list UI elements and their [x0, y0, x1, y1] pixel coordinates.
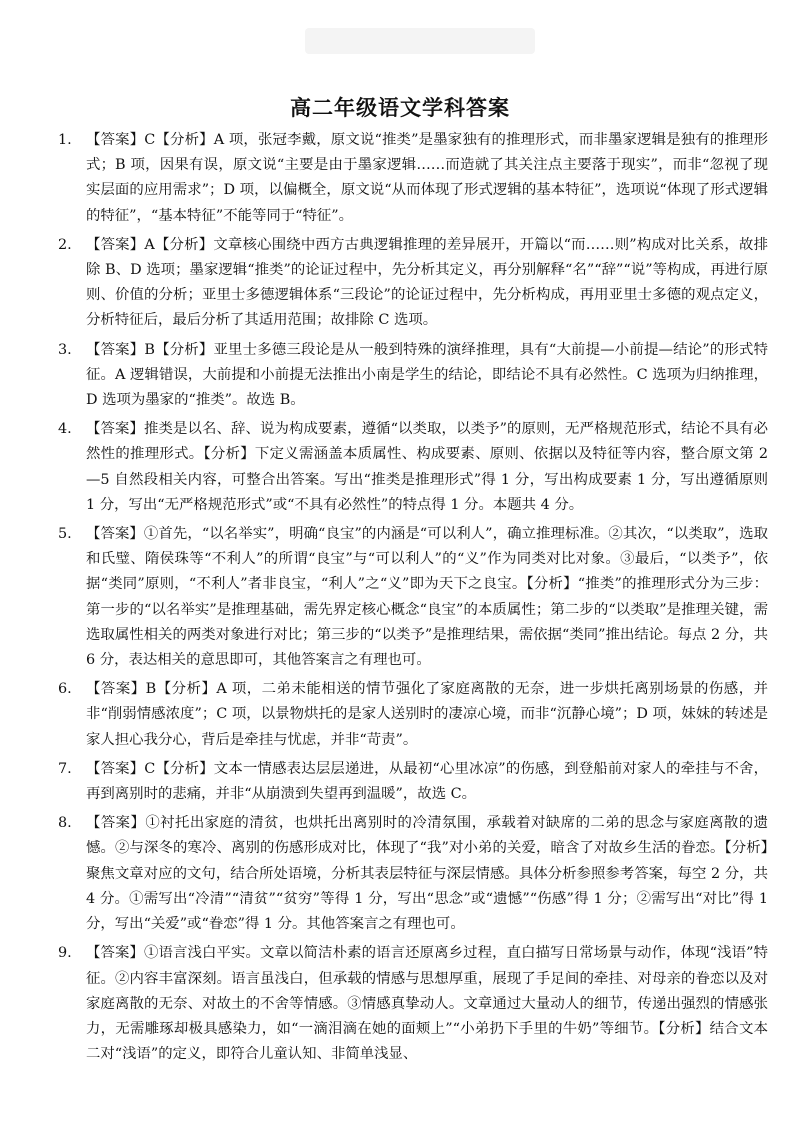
answer-list: [58, 128, 768, 1071]
answer-text: 【答案】A【分析】文章核心围绕中西方古典逻辑推理的差异展开，开篇以“而……则”构成对比关系，故排除 B、D 选项；墨家逻辑“推类”的论证过程中，先分析其定义，再分别解释“名”“辞”“说”等构成，再进行原则、价值的分析；亚里士多德逻辑体系“三段论”的论证过程中，先分析构成，再用亚里士多德的观点定义，分析特征后，最后分析了其适用范围；故排除 C 选项。: [86, 236, 768, 329]
answer-text: 【答案】①衬托出家庭的清贫，也烘托出离别时的冷清氛围，承载着对缺席的二弟的思念与家庭离散的遗憾。②与深冬的寒冷、离别的伤感形成对比，体现了“我”对小弟的关爱，暗含了对故乡生活的眷恋。【分析】聚焦文章对应的文句，结合所处语境，分析其表层特征与深层情感。具体分析参照参考答案，每空 2 分，共 4 分。①需写出“冷清”“清贫”“贫穷”等得 1 分，写出“思念”或“遗憾”“伤感”得 1 分；②需写出“对比”得 1 分，写出“关爱”或“眷恋”得 1 分。其他答案言之有理也可。: [86, 815, 768, 933]
answer-number: 1.: [58, 132, 72, 148]
answer-item: [58, 417, 768, 518]
answer-number: 4.: [58, 421, 72, 438]
answer-text: 【答案】推类是以名、辞、说为构成要素，遵循“以类取，以类予”的原则，无严格规范形式，结论不具有必然性的推理形式。【分析】下定义需涵盖本质属性、构成要素、原则、依据以及特征等内容，整合原文第 2—5 自然段相关内容，可整合出答案。写出“推类是推理形式”得 1 分，写出构成要素 1 分，写出遵循原则 1 分，写出“无严格规范形式”或“不具有必然性”的特点得 1 分。本题共 4 分。: [86, 421, 768, 513]
answer-number: 2.: [58, 236, 72, 253]
answer-text: 【答案】①首先，“以名举实”，明确“良宝”的内涵是“可以利人”，确立推理标准。②其次，“以类取”，选取和氏璧、隋侯珠等“不利人”的所谓“良宝”与“可以利人”的“义”作为同类对比对象。③最后，“以类予”，依据“类同”原则，“不利人”者非良宝，“利人”之“义”即为天下之良宝。【分析】“推类”的推理形式分为三步：第一步的“以名举实”是推理基础，需先界定核心概念“良宝”的本质属性；第二步的“以类取”是推理关键，需选取属性相关的两类对象进行对比；第三步的“以类予”是推理结果，需依据“类同”推出结论。每点 2 分，共 6 分，表达相关的意思即可，其他答案言之有理也可。: [86, 526, 768, 669]
answer-number: 6.: [58, 681, 72, 698]
answer-number: 3.: [58, 341, 72, 358]
answer-item: [58, 522, 768, 673]
answer-item: [58, 941, 768, 1067]
answer-number: 8.: [58, 815, 72, 832]
answer-text: 【答案】C【分析】文本一情感表达层层递进，从最初“心里冰凉”的伤感，到登船前对家人的牵挂与不舍，再到离别时的悲痛，并非“从崩溃到失望再到温暖”，故选 C。: [86, 760, 768, 803]
answer-text: 【答案】B【分析】亚里士多德三段论是从一般到特殊的演绎推理，具有“大前提—小前提—结论”的形式特征。A 逻辑错误，大前提和小前提无法推出小南是学生的结论，即结论不具有必然性。C 选项为归纳推理，D 选项为墨家的“推类”。故选 B。: [86, 341, 768, 409]
answer-text: 【答案】①语言浅白平实。文章以简洁朴素的语言还原离乡过程，直白描写日常场景与动作，体现“浅语”特征。②内容丰富深刻。语言虽浅白，但承载的情感与思想厚重，展现了手足间的牵挂、对母亲的眷恋以及对家庭离散的无奈、对故土的不舍等情感。③情感真挚动人。文章通过大量动人的细节，传递出强烈的情感张力，无需雕琢却极具感染力，如“一滴泪滴在她的面颊上”“小弟扔下手里的牛奶”等细节。【分析】结合文本二对“浅语”的定义，即符合儿童认知、非简单浅显、: [86, 945, 768, 1063]
answer-item: [58, 757, 768, 807]
answer-number: 5.: [58, 526, 72, 543]
answer-item: [58, 233, 768, 334]
answer-number: 7.: [58, 760, 72, 777]
answer-text: 【答案】C【分析】A 项，张冠李戴，原文说“推类”是墨家独有的推理形式，而非墨家逻辑是独有的推理形式；B 项，因果有误，原文说“主要是由于墨家逻辑……而造就了其关注点主要落于现实”，而非“忽视了现实层面的应用需求”；D 项，以偏概全，原文说“从而体现了形式逻辑的基本特征”，选项说“体现了形式逻辑的特征”，“基本特征”不能等同于“特征”。: [86, 132, 768, 224]
answer-item: [58, 128, 768, 229]
answer-item: [58, 338, 768, 414]
answer-number: 9.: [58, 945, 72, 962]
answer-item: [58, 811, 768, 937]
scan-smudge: [305, 28, 535, 54]
answer-item: [58, 677, 768, 753]
page-title: 高二年级语文学科答案: [290, 95, 510, 120]
answer-text: 【答案】B【分析】A 项，二弟未能相送的情节强化了家庭离散的无奈，进一步烘托离别场景的伤感，并非“削弱情感浓度”；C 项，以景物烘托的是家人送别时的凄凉心境，而非“沉静心境”；D 项，妹妹的转述是家人担心我分心，背后是牵挂与忧虑，并非“苛责”。: [86, 681, 768, 748]
